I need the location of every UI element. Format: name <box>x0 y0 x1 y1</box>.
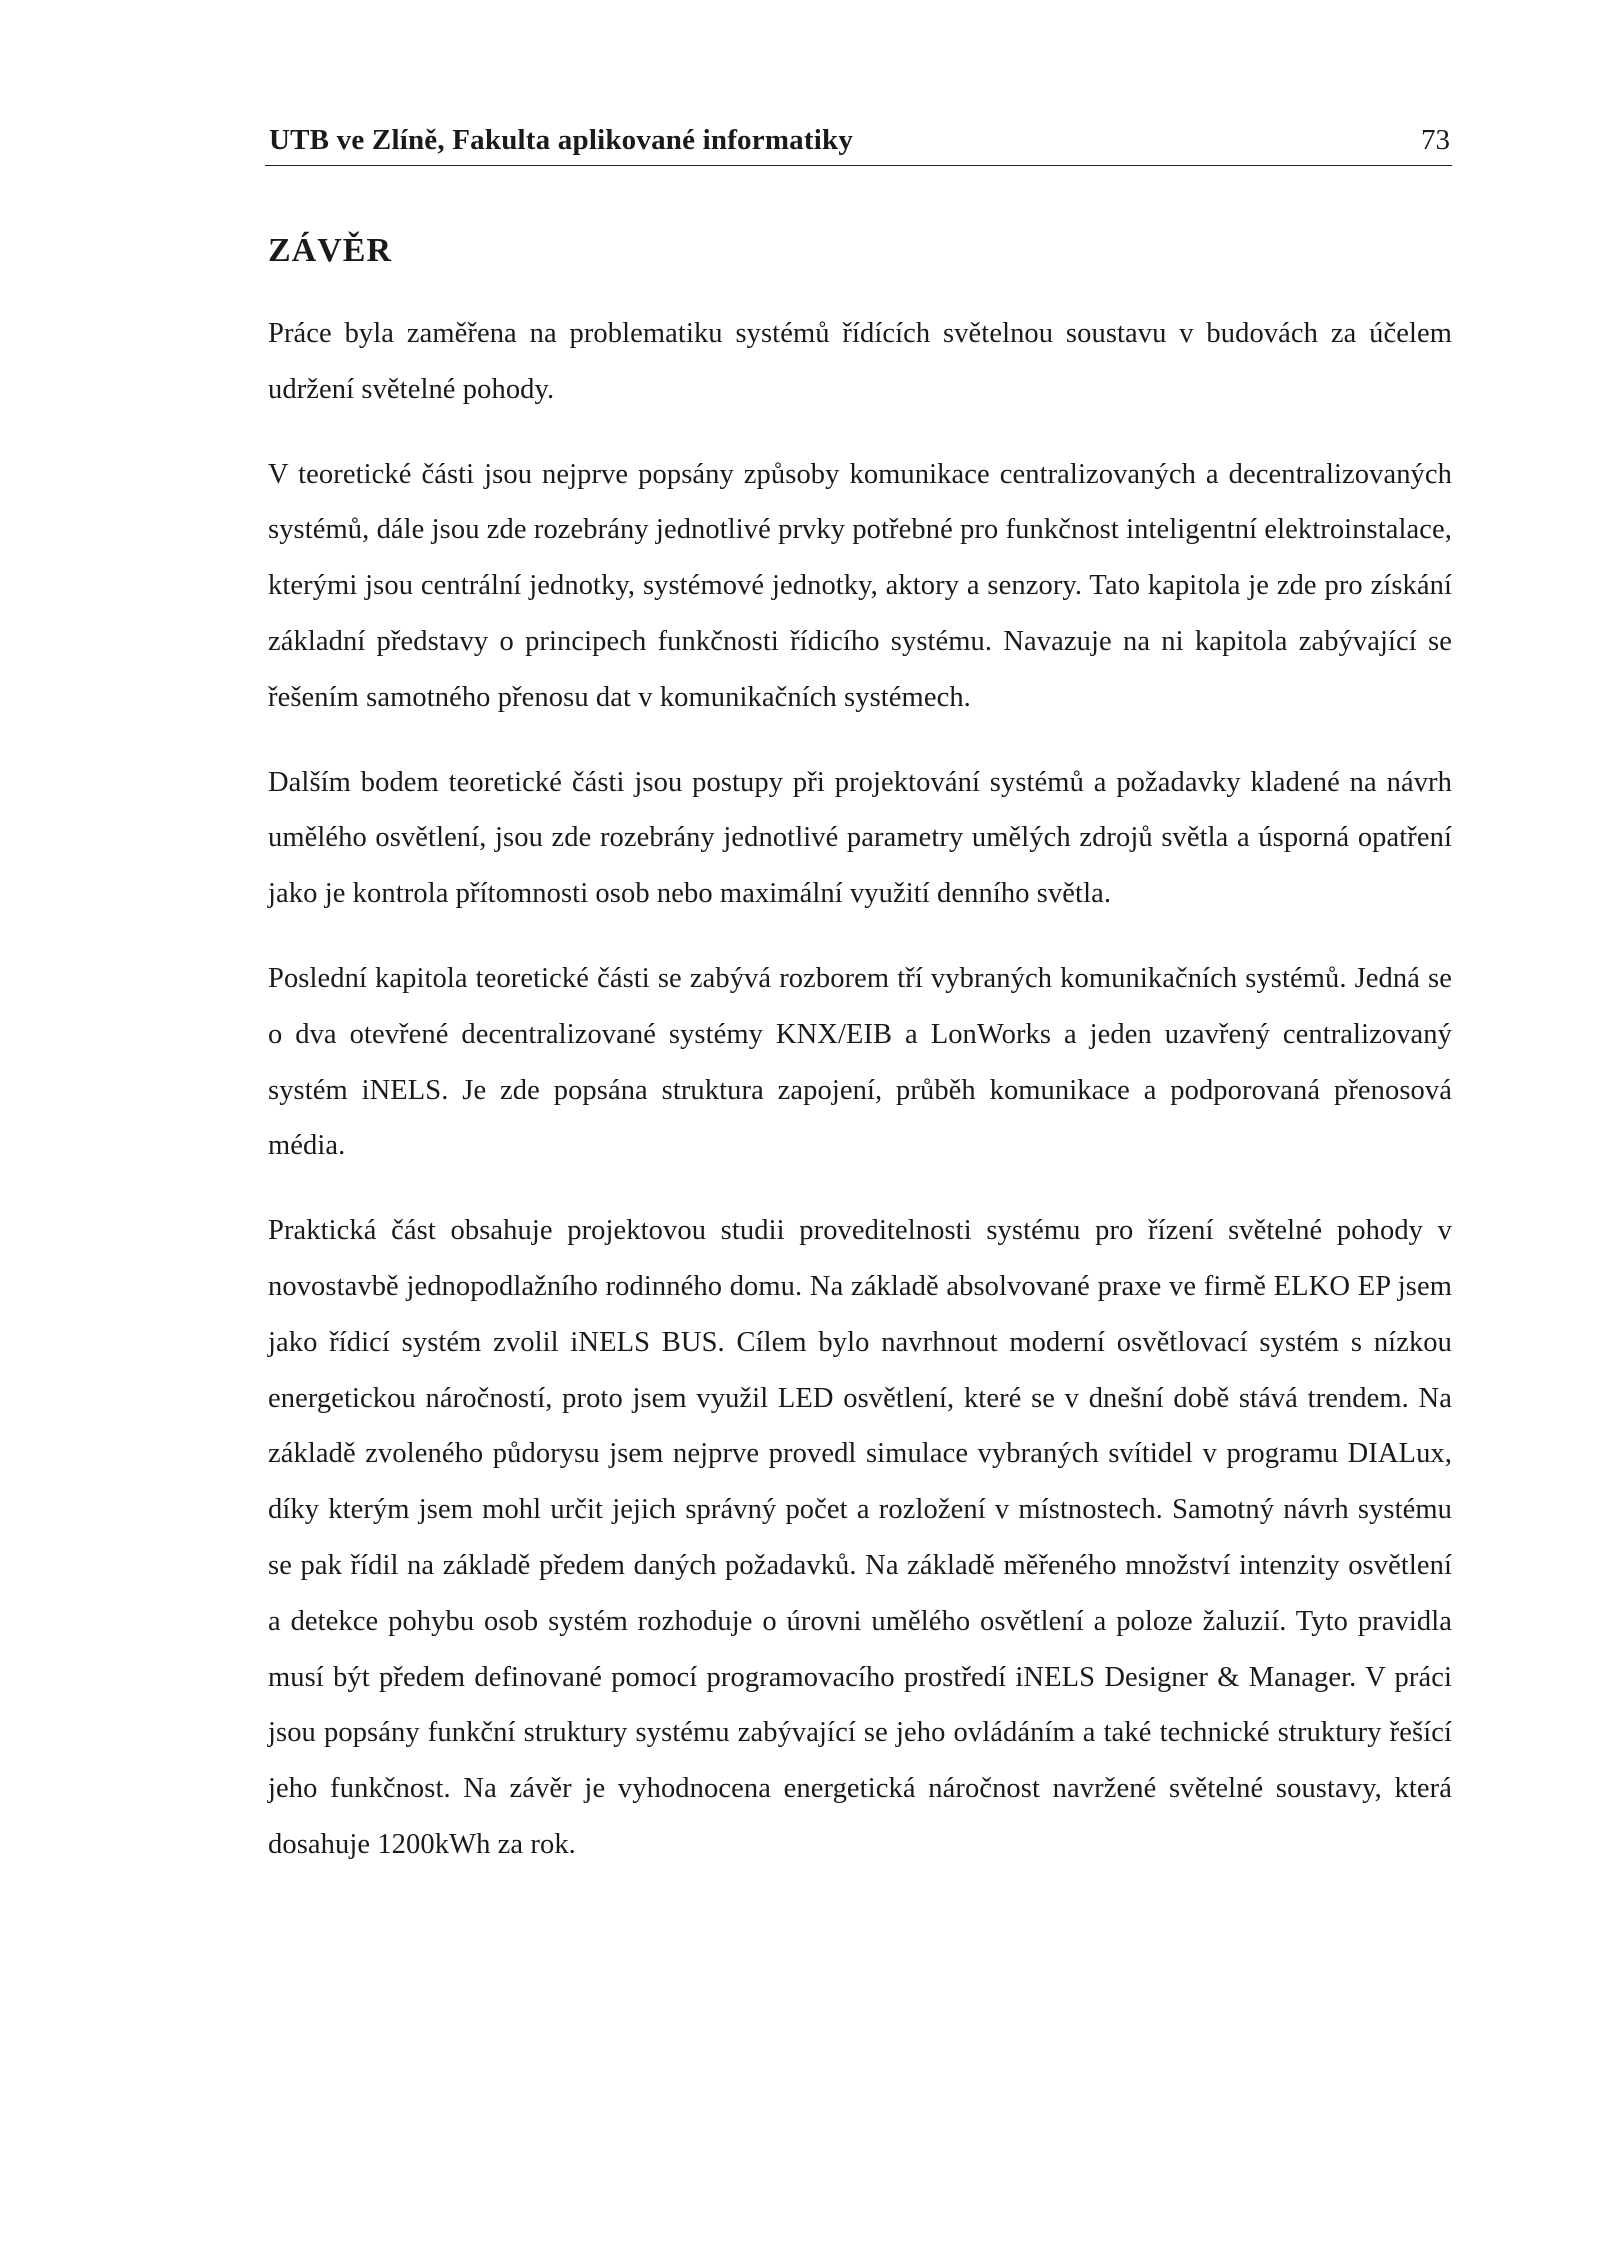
paragraph: Praktická část obsahuje projektovou studii proveditelnosti systému pro řízení světelné pohody v novostavbě jednopodlažního rodinného domu. Na základě absolvované praxe ve firmě ELKO EP jsem jako řídicí systém zvolil iNELS BUS. Cílem bylo navrhnout moderní osvětlovací systém s nízkou energetickou náročností, proto jsem využil LED osvětlení, které se v dnešní době stává trendem. Na základě zvoleného půdorysu jsem nejprve provedl simulace vybraných svítidel v programu DIALux, díky kterým jsem mohl určit jejich správný počet a rozložení v místnostech. Samotný návrh systému se pak řídil na základě předem daných požadavků. Na základě měřeného množství intenzity osvětlení a detekce pohybu osob systém rozhoduje o úrovni umělého osvětlení a poloze žaluzií. Tyto pravidla musí být předem definované pomocí programovacího prostředí iNELS Designer & Manager. V práci jsou popsány funkční struktury systému zabývající se jeho ovládáním a také technické struktury řešící jeho funkčnost. Na závěr je vyhodnocena energetická náročnost navržené světelné soustavy, která dosahuje 1200kWh za rok. <box>268 1215 1452 1860</box>
paragraph: Práce byla zaměřena na problematiku systémů řídících světelnou soustavu v budovách za účelem udržení světelné pohody. <box>268 318 1452 405</box>
paragraph: Poslední kapitola teoretické části se zabývá rozborem tří vybraných komunikačních systémů. Jedná se o dva otevřené decentralizované systémy KNX/EIB a LonWorks a jeden uzavřený centralizovaný systém iNELS. Je zde popsána struktura zapojení, průběh komunikace a podporovaná přenosová média. <box>268 962 1452 1162</box>
header-title: UTB ve Zlíně, Fakulta aplikované informatiky <box>269 124 854 156</box>
page-header <box>265 122 1452 166</box>
paragraph: Dalším bodem teoretické části jsou postupy při projektování systémů a požadavky kladené na návrh umělého osvětlení, jsou zde rozebrány jednotlivé parametry umělých zdrojů světla a úsporná opatření jako je kontrola přítomnosti osob nebo maximální využití denního světla. <box>268 766 1452 910</box>
paragraph: V teoretické části jsou nejprve popsány způsoby komunikace centralizovaných a decentralizovaných systémů, dále jsou zde rozebrány jednotlivé prvky potřebné pro funkčnost inteligentní elektroinstalace, kterými jsou centrální jednotky, systémové jednotky, aktory a senzory. Tato kapitola je zde pro získání základní představy o principech funkčnosti řídicího systému. Navazuje na ni kapitola zabývající se řešením samotného přenosu dat v komunikačních systémech. <box>268 458 1452 713</box>
body-text <box>268 306 1452 1902</box>
section-title: ZÁVĚR <box>268 232 393 269</box>
page-number: 73 <box>1421 124 1450 156</box>
